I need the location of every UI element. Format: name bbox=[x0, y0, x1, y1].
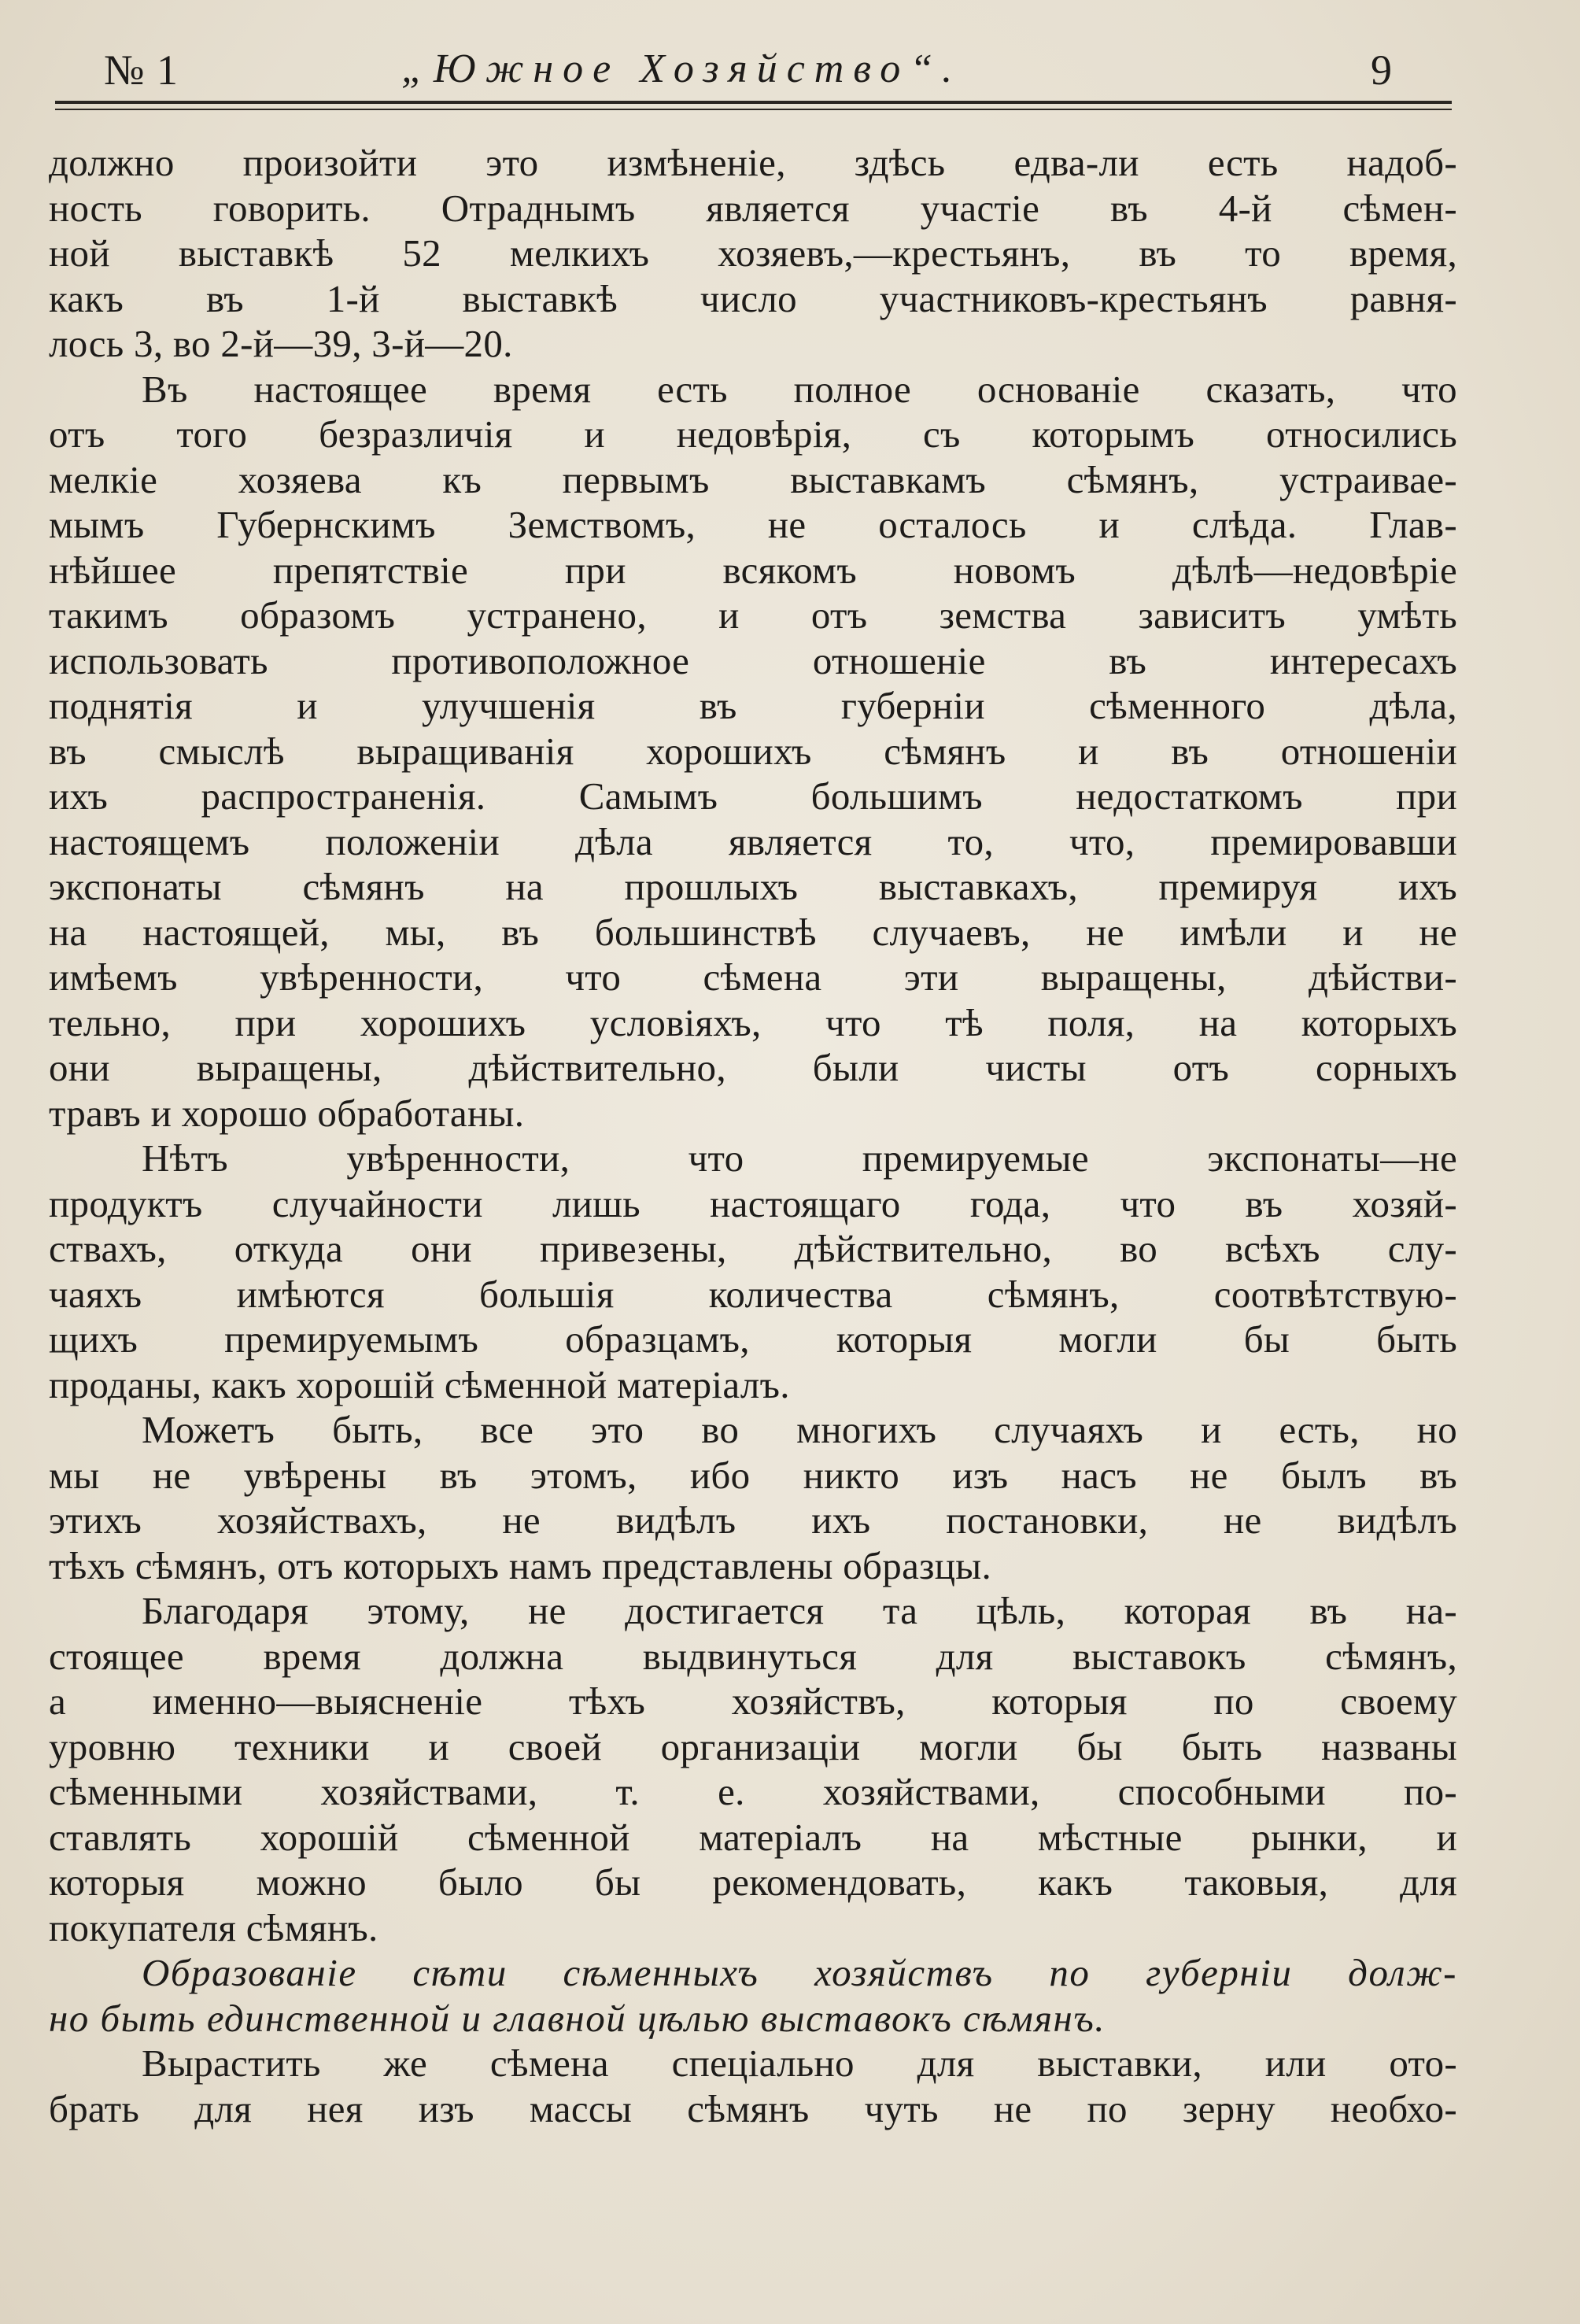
header-rule-thick bbox=[55, 101, 1452, 104]
text-line: тельно, при хорошихъ условіяхъ, что тѣ поля, на которыхъ bbox=[49, 1000, 1457, 1044]
text-line: должно произойти это измѣненіе, здѣсь едва-ли есть надоб- bbox=[49, 141, 1457, 184]
text-line: имѣемъ увѣренности, что сѣмена эти выращены, дѣйстви- bbox=[49, 955, 1457, 999]
text-line: экспонаты сѣмянъ на прошлыхъ выставкахъ, премируя ихъ bbox=[49, 865, 1457, 908]
body-text bbox=[49, 140, 1457, 2131]
text-line: мы не увѣрены въ этомъ, ибо никто изъ насъ не былъ въ bbox=[49, 1453, 1457, 1497]
text-line: сѣменными хозяйствами, т. е. хозяйствами, способными по- bbox=[49, 1770, 1457, 1813]
text-line: мымъ Губернскимъ Земствомъ, не осталось и слѣда. Глав- bbox=[49, 503, 1457, 546]
text-line: они выращены, дѣйствительно, были чисты отъ сорныхъ bbox=[49, 1046, 1457, 1089]
text-line: ной выставкѣ 52 мелкихъ хозяевъ,—крестьянъ, въ то время, bbox=[49, 231, 1457, 275]
text-line: нѣйшее препятствіе при всякомъ новомъ дѣлѣ—недовѣріе bbox=[49, 548, 1457, 592]
issue-number: № 1 bbox=[104, 46, 179, 94]
journal-title: „Южное Хозяйство“. bbox=[401, 46, 962, 91]
text-line: на настоящей, мы, въ большинствѣ случаевъ, не имѣли и не bbox=[49, 910, 1457, 954]
text-line: Вырастить же сѣмена спеціально для выставки, или ото- bbox=[142, 2041, 1457, 2085]
text-line: покупателя сѣмянъ. bbox=[49, 1905, 378, 1949]
text-line: мелкіе хозяева къ первымъ выставкамъ сѣмянъ, устраивае- bbox=[49, 457, 1457, 501]
text-line: травъ и хорошо обработаны. bbox=[49, 1091, 525, 1135]
text-line: щихъ премируемымъ образцамъ, которыя могли бы быть bbox=[49, 1317, 1457, 1361]
text-line: отъ того безразличія и недовѣрія, съ которымъ относились bbox=[49, 412, 1457, 456]
text-line: чаяхъ имѣются большія количества сѣмянъ, соотвѣтствую- bbox=[49, 1272, 1457, 1316]
text-line: ность говорить. Отраднымъ является участіе въ 4-й сѣмен- bbox=[49, 186, 1457, 230]
text-line: тѣхъ сѣмянъ, отъ которыхъ намъ представлены образцы. bbox=[49, 1543, 992, 1587]
page-number: 9 bbox=[1371, 46, 1392, 94]
text-line: брать для нея изъ массы сѣмянъ чуть не по зерну необхо- bbox=[49, 2086, 1457, 2130]
text-line: въ смыслѣ выращиванія хорошихъ сѣмянъ и въ отношеніи bbox=[49, 729, 1457, 773]
text-line: стоящее время должна выдвинуться для выставокъ сѣмянъ, bbox=[49, 1634, 1457, 1678]
text-line: использовать противоположное отношеніе въ интересахъ bbox=[49, 638, 1457, 682]
text-line: поднятія и улучшенія въ губерніи сѣменного дѣла, bbox=[49, 684, 1457, 727]
text-line: лось 3, во 2-й—39, 3-й—20. bbox=[49, 322, 513, 365]
text-line: а именно—выясненіе тѣхъ хозяйствъ, которыя по своему bbox=[49, 1679, 1457, 1723]
running-header bbox=[55, 39, 1448, 102]
text-line: Образованіе сѣти сѣменныхъ хозяйствъ по губерніи долж- bbox=[142, 1951, 1457, 1994]
header-rule-thin bbox=[55, 109, 1452, 110]
text-line: проданы, какъ хорошій сѣменной матеріалъ. bbox=[49, 1362, 790, 1406]
text-line: которыя можно было бы рекомендовать, какъ таковыя, для bbox=[49, 1860, 1457, 1904]
text-line: такимъ образомъ устранено, и отъ земства зависитъ умѣть bbox=[49, 593, 1457, 637]
text-line: ствахъ, откуда они привезены, дѣйствительно, во всѣхъ слу- bbox=[49, 1227, 1457, 1270]
text-line: ихъ распространенія. Самымъ большимъ недостаткомъ при bbox=[49, 774, 1457, 818]
text-line: ставлять хорошій сѣменной матеріалъ на мѣстные рынки, и bbox=[49, 1815, 1457, 1859]
text-line: какъ въ 1-й выставкѣ число участниковъ-крестьянъ равня- bbox=[49, 276, 1457, 320]
text-line: этихъ хозяйствахъ, не видѣлъ ихъ постановки, не видѣлъ bbox=[49, 1498, 1457, 1542]
text-line: Въ настоящее время есть полное основаніе сказать, что bbox=[142, 367, 1457, 411]
text-line: но быть единственной и главной цѣлью выставокъ сѣмянъ. bbox=[49, 1996, 1106, 2040]
text-line: Нѣтъ увѣренности, что премируемые экспонаты—не bbox=[142, 1136, 1457, 1180]
text-line: Можетъ быть, все это во многихъ случаяхъ и есть, но bbox=[142, 1408, 1457, 1451]
text-line: уровню техники и своей организаціи могли бы быть названы bbox=[49, 1724, 1457, 1768]
text-line: Благодаря этому, не достигается та цѣль, которая въ на- bbox=[142, 1589, 1457, 1632]
text-line: продуктъ случайности лишь настоящаго года, что въ хозяй- bbox=[49, 1181, 1457, 1225]
text-line: настоящемъ положеніи дѣла является то, что, премировавши bbox=[49, 819, 1457, 863]
